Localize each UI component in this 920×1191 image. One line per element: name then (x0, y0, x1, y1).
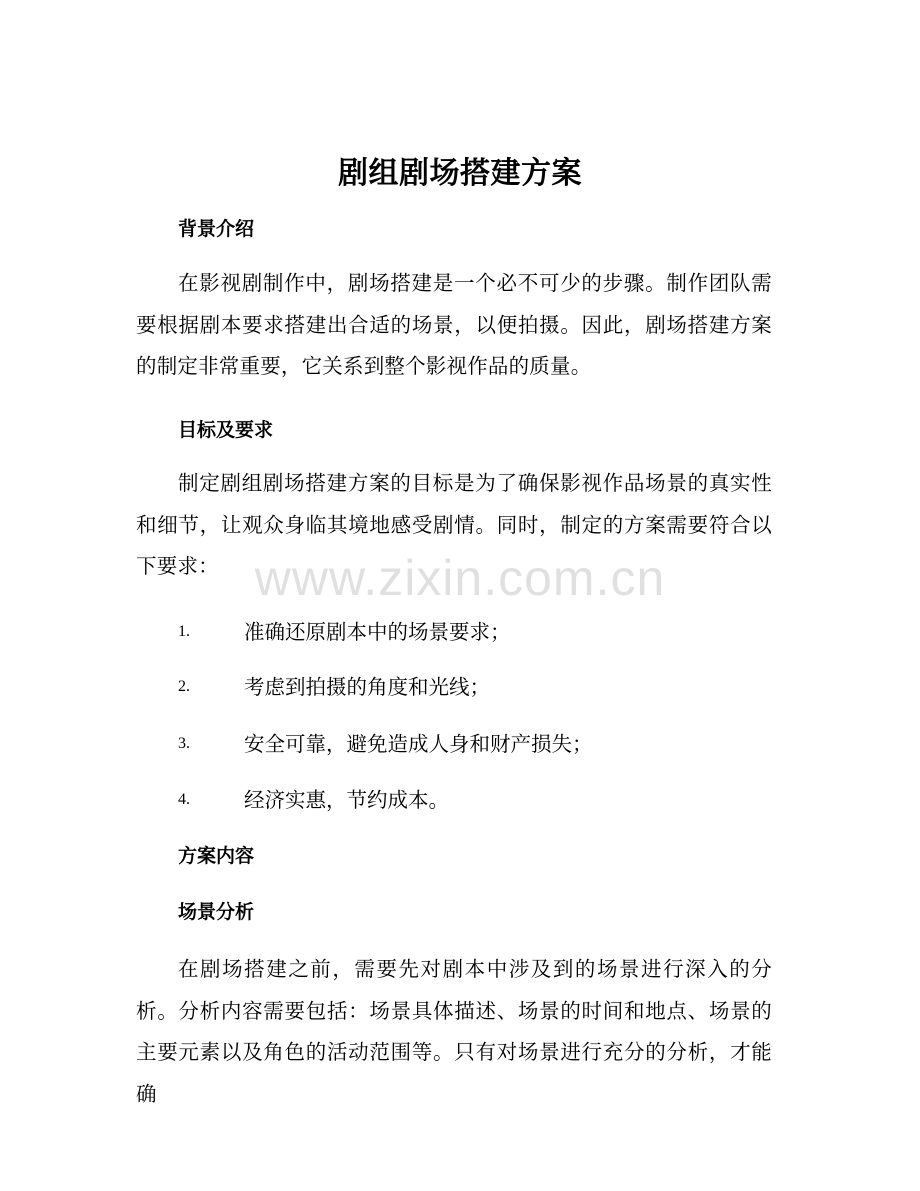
document-title: 剧组剧场搭建方案 (338, 156, 582, 191)
list-item-text: 准确还原剧本中的场景要求； (244, 620, 511, 644)
list-item-number: 3. (178, 735, 190, 752)
list-item-text: 考虑到拍摄的角度和光线； (244, 675, 490, 699)
section-heading-goals: 目标及要求 (178, 419, 274, 441)
section-heading-background: 背景介绍 (178, 218, 255, 240)
list-item-number: 1. (178, 623, 190, 640)
scene-analysis-paragraph: 在剧场搭建之前，需要先对剧本中涉及到的场景进行深入的分析。分析内容需要包括：场景具体描述、场景的时间和地点、场景的主要元素以及角色的活动范围等。只有对场景进行充分的分析，才能确 (136, 957, 772, 1106)
goals-paragraph: 制定剧组剧场搭建方案的目标是为了确保影视作品场景的真实性和细节，让观众身临其境地感受剧情。同时，制定的方案需要符合以下要求： (136, 471, 772, 578)
list-item-text: 经济实惠，节约成本。 (244, 788, 449, 812)
section-heading-scene-analysis: 场景分析 (178, 901, 255, 923)
background-paragraph: 在影视剧制作中，剧场搭建是一个必不可少的步骤。制作团队需要根据剧本要求搭建出合适的场景，以便拍摄。因此，剧场搭建方案的制定非常重要，它关系到整个影视作品的质量。 (136, 271, 772, 378)
list-item-text: 安全可靠，避免造成人身和财产损失； (244, 732, 593, 756)
section-heading-plan: 方案内容 (178, 845, 255, 867)
list-item-number: 2. (178, 678, 190, 695)
watermark: www.zixin.com.cn (254, 550, 666, 606)
list-item-number: 4. (178, 791, 190, 808)
